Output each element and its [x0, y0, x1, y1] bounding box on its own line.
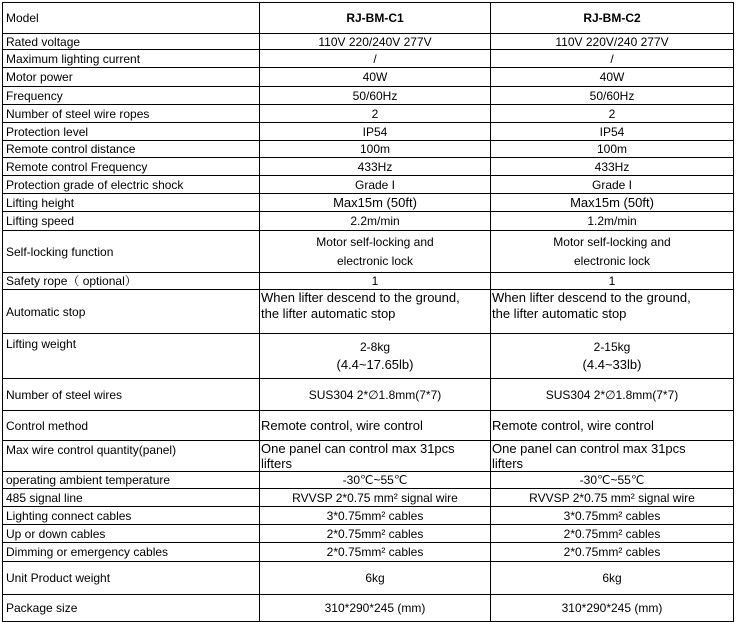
row-value-c2: 6kg [491, 562, 734, 595]
row-value-c1: 1 [260, 273, 491, 290]
row-value-c1: Max15m (50ft) [260, 194, 491, 212]
table-row [3, 141, 734, 158]
table-row [3, 525, 734, 543]
row-value-c2: 3*0.75mm² cables [491, 507, 734, 525]
row-label: Control method [3, 411, 260, 441]
row-label: Lifting weight [3, 334, 260, 379]
spec-table [2, 2, 734, 622]
row-value-c2-line1: Motor self-locking and [553, 234, 671, 249]
row-value-c1: -30℃~55℃ [260, 472, 491, 489]
row-value-c1 [260, 334, 491, 379]
row-value-c1: Remote control, wire control [260, 411, 491, 441]
row-label: Dimming or emergency cables [3, 543, 260, 562]
row-value-c1: 6kg [260, 562, 491, 595]
row-value-c1: IP54 [260, 123, 491, 141]
row-value-c2 [491, 441, 734, 472]
table-row [3, 562, 734, 595]
row-value-c2: 110V 220V/240 277V [491, 34, 734, 50]
row-value-c1-line1: Motor self-locking and [316, 234, 434, 249]
row-value-c1: 310*290*245 (mm) [260, 595, 491, 622]
row-value-c2: RVVSP 2*0.75 mm² signal wire [491, 489, 734, 507]
row-value-c2-line1: One panel can control max 31pcs [492, 441, 686, 456]
row-value-c1: 100m [260, 141, 491, 158]
row-value-c1: SUS304 2*∅1.8mm(7*7) [260, 379, 491, 411]
row-value-c2: Grade I [491, 176, 734, 194]
row-value-c2: Remote control, wire control [491, 411, 734, 441]
row-value-c1: Grade I [260, 176, 491, 194]
row-label: Protection grade of electric shock [3, 176, 260, 194]
table-row [3, 231, 734, 273]
row-value-c1: 433Hz [260, 158, 491, 176]
row-value-c1: 2*0.75mm² cables [260, 543, 491, 562]
row-value-c1-line1: 2-8kg [359, 340, 391, 354]
row-value-c1 [260, 441, 491, 472]
row-value-c1-line1: When lifter descend to the ground, [261, 290, 460, 305]
row-value-c2-line1: When lifter descend to the ground, [492, 290, 691, 305]
row-value-c1 [260, 290, 491, 334]
row-value-c2 [491, 290, 734, 334]
row-label: Frequency [3, 87, 260, 105]
row-value-c2-line2: (4.4~33lb) [582, 357, 642, 372]
row-label: Unit Product weight [3, 562, 260, 595]
table-row [3, 543, 734, 562]
row-label: operating ambient temperature [3, 472, 260, 489]
table-row [3, 158, 734, 176]
row-value-c2-line2: electronic lock [573, 253, 651, 268]
row-value-c1: / [260, 50, 491, 68]
table-row [3, 379, 734, 411]
table-row [3, 176, 734, 194]
row-value-c2 [491, 231, 734, 273]
table-row [3, 441, 734, 472]
row-value-c1-line2: (4.4~17.65lb) [336, 357, 414, 372]
row-value-c2: IP54 [491, 123, 734, 141]
table-row [3, 290, 734, 334]
table-row [3, 194, 734, 212]
table-row [3, 50, 734, 68]
row-value-c2: 310*290*245 (mm) [491, 595, 734, 622]
table-row [3, 123, 734, 141]
table-row [3, 507, 734, 525]
row-value-c1: 110V 220/240V 277V [260, 34, 491, 50]
table-row [3, 595, 734, 622]
row-value-c2: -30℃~55℃ [491, 472, 734, 489]
row-value-c1: 3*0.75mm² cables [260, 507, 491, 525]
row-value-c1-line2: electronic lock [336, 253, 414, 268]
row-value-c1-line1: One panel can control max 31pcs [261, 441, 455, 456]
table-row [3, 334, 734, 379]
row-label: Rated voltage [3, 34, 260, 50]
row-value-c2: 433Hz [491, 158, 734, 176]
table-row [3, 68, 734, 87]
row-label: 485 signal line [3, 489, 260, 507]
header-model-c2: RJ-BM-C2 [491, 3, 734, 34]
row-value-c1-line2: the lifter automatic stop [261, 306, 396, 321]
header-model-c1: RJ-BM-C1 [260, 3, 491, 34]
table-row [3, 212, 734, 231]
row-label: Package size [3, 595, 260, 622]
row-label: Maximum lighting current [3, 50, 260, 68]
row-label: Motor power [3, 68, 260, 87]
row-label: Safety rope（ optional） [3, 273, 260, 290]
row-value-c2: 1.2m/min [491, 212, 734, 231]
row-value-c2: / [491, 50, 734, 68]
row-value-c1: 2 [260, 105, 491, 123]
row-label: Up or down cables [3, 525, 260, 543]
table-row [3, 105, 734, 123]
header-row [3, 3, 734, 34]
row-label: Lighting connect cables [3, 507, 260, 525]
row-value-c1 [260, 231, 491, 273]
table-row [3, 472, 734, 489]
table-row [3, 273, 734, 290]
row-label: Lifting speed [3, 212, 260, 231]
row-value-c1-line2: lifters [261, 456, 293, 471]
header-label: Model [3, 3, 260, 34]
row-value-c2: 2*0.75mm² cables [491, 525, 734, 543]
row-label: Number of steel wires [3, 379, 260, 411]
row-value-c2 [491, 334, 734, 379]
row-label: Automatic stop [3, 290, 260, 334]
table-row [3, 411, 734, 441]
row-value-c2: 2 [491, 105, 734, 123]
row-label: Self-locking function [3, 231, 260, 273]
row-value-c2-line2: lifters [492, 456, 524, 471]
table-row [3, 87, 734, 105]
row-value-c2-line1: 2-15kg [593, 340, 631, 354]
row-label: Remote control distance [3, 141, 260, 158]
row-value-c1: RVVSP 2*0.75 mm² signal wire [260, 489, 491, 507]
row-value-c1: 40W [260, 68, 491, 87]
row-value-c1: 2.2m/min [260, 212, 491, 231]
row-value-c2: 50/60Hz [491, 87, 734, 105]
row-value-c1: 2*0.75mm² cables [260, 525, 491, 543]
row-value-c2: Max15m (50ft) [491, 194, 734, 212]
table-row [3, 34, 734, 50]
row-label: Protection level [3, 123, 260, 141]
row-label: Remote control Frequency [3, 158, 260, 176]
row-label: Lifting height [3, 194, 260, 212]
row-value-c2: 40W [491, 68, 734, 87]
row-value-c2: 2*0.75mm² cables [491, 543, 734, 562]
row-value-c1: 50/60Hz [260, 87, 491, 105]
row-label: Max wire control quantity(panel) [3, 441, 260, 472]
row-value-c2: 1 [491, 273, 734, 290]
row-value-c2: SUS304 2*∅1.8mm(7*7) [491, 379, 734, 411]
row-value-c2: 100m [491, 141, 734, 158]
row-value-c2-line2: the lifter automatic stop [492, 306, 627, 321]
table-row [3, 489, 734, 507]
row-label: Number of steel wire ropes [3, 105, 260, 123]
